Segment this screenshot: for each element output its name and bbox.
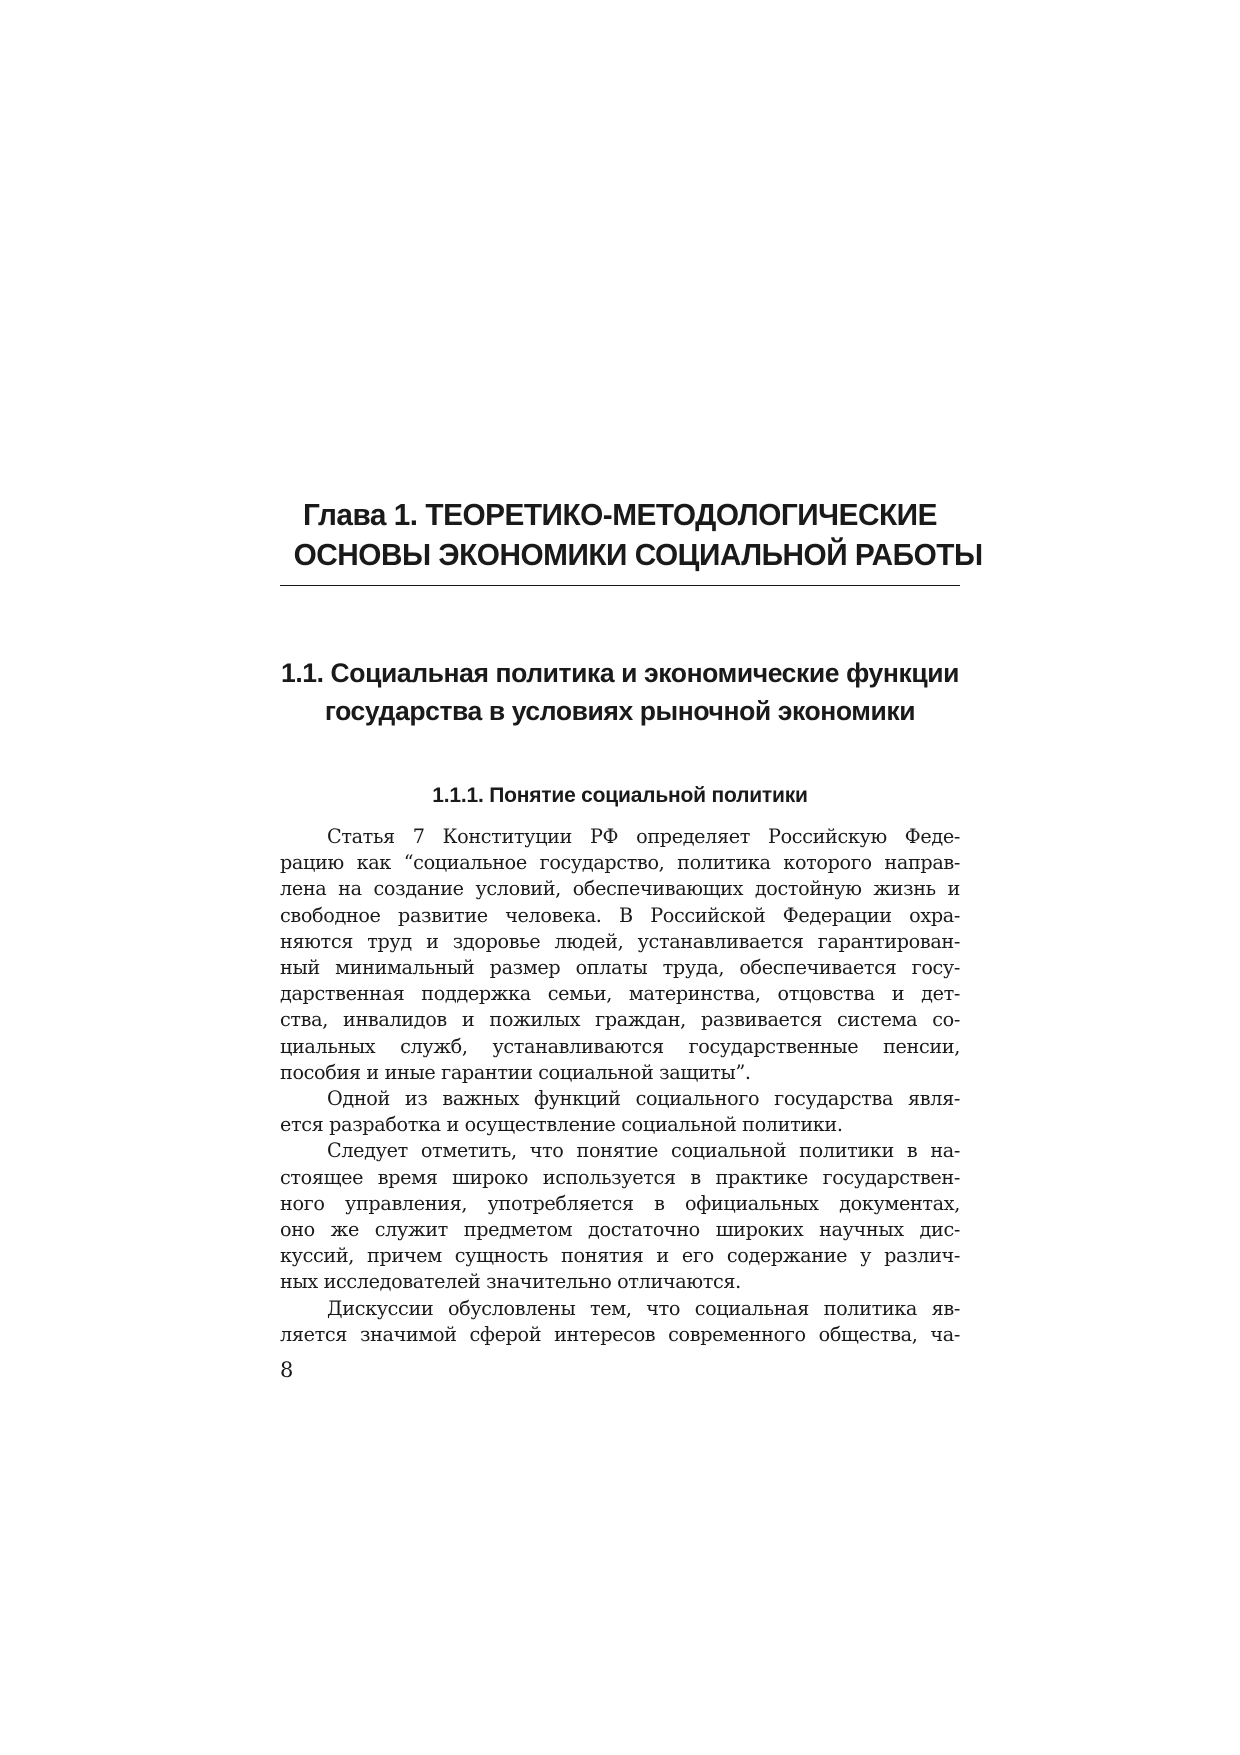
page-number: 8 xyxy=(280,1358,294,1382)
text-line: Дискуссии обусловлены тем, что социальная политика яв- xyxy=(327,1296,960,1320)
chapter-title-line: Глава 1. ТЕОРЕТИКО-МЕТОДОЛОГИЧЕСКИЕ xyxy=(303,497,937,532)
text-line: Одной из важных функций социального государства явля- xyxy=(327,1087,960,1111)
paragraph xyxy=(280,1086,960,1138)
text-line: рацию как “социальное государство, политика которого направ- xyxy=(280,851,960,875)
text-line: свободное развитие человека. В Российской Федерации охра- xyxy=(280,903,960,927)
subsection-title: 1.1.1. Понятие социальной политики xyxy=(432,784,808,807)
text-line: дарственная поддержка семьи, материнства, отцовства и дет- xyxy=(280,982,960,1006)
chapter-divider xyxy=(280,585,960,586)
section-title-line: 1.1. Социальная политика и экономические функции xyxy=(280,658,959,688)
paragraph xyxy=(280,1138,960,1295)
text-line: няются труд и здоровье людей, устанавливается гарантирован- xyxy=(280,929,960,953)
text-line: ных исследователей значительно отличаются. xyxy=(280,1270,741,1294)
text-line: Следует отметить, что понятие социальной политики в на- xyxy=(327,1139,960,1163)
text-line: ляется значимой сферой интересов современного общества, ча- xyxy=(280,1322,960,1346)
text-line: ного управления, употребляется в официальных документах, xyxy=(280,1191,960,1215)
section-title-line: государства в условиях рыночной экономики xyxy=(324,696,916,726)
text-line: Статья 7 Конституции РФ определяет Российскую Феде- xyxy=(327,825,960,848)
text-line: ства, инвалидов и пожилых граждан, развивается система со- xyxy=(280,1008,960,1032)
paragraph xyxy=(280,824,960,1086)
text-line: стоящее время широко используется в практике государствен- xyxy=(280,1165,960,1189)
chapter-title xyxy=(293,495,983,575)
text-line: циальных служб, устанавливаются государственные пенсии, xyxy=(280,1034,960,1058)
text-line: куссий, причем сущность понятия и его содержание у различ- xyxy=(280,1244,960,1268)
chapter-title-line: ОСНОВЫ ЭКОНОМИКИ СОЦИАЛЬНОЙ РАБОТЫ xyxy=(293,537,983,572)
text-line: пособия и иные гарантии социальной защиты”. xyxy=(280,1060,751,1084)
text-line: ется разработка и осуществление социальной политики. xyxy=(280,1113,843,1137)
text-line: лена на создание условий, обеспечивающих достойную жизнь и xyxy=(280,877,960,901)
text-line: ный минимальный размер оплаты труда, обеспечивается госу- xyxy=(280,956,960,980)
text-line: оно же служит предметом достаточно широких научных дис- xyxy=(280,1218,960,1242)
body-text xyxy=(280,824,960,1348)
section-title xyxy=(280,654,960,730)
page-content xyxy=(280,495,983,1348)
paragraph xyxy=(280,1296,960,1348)
